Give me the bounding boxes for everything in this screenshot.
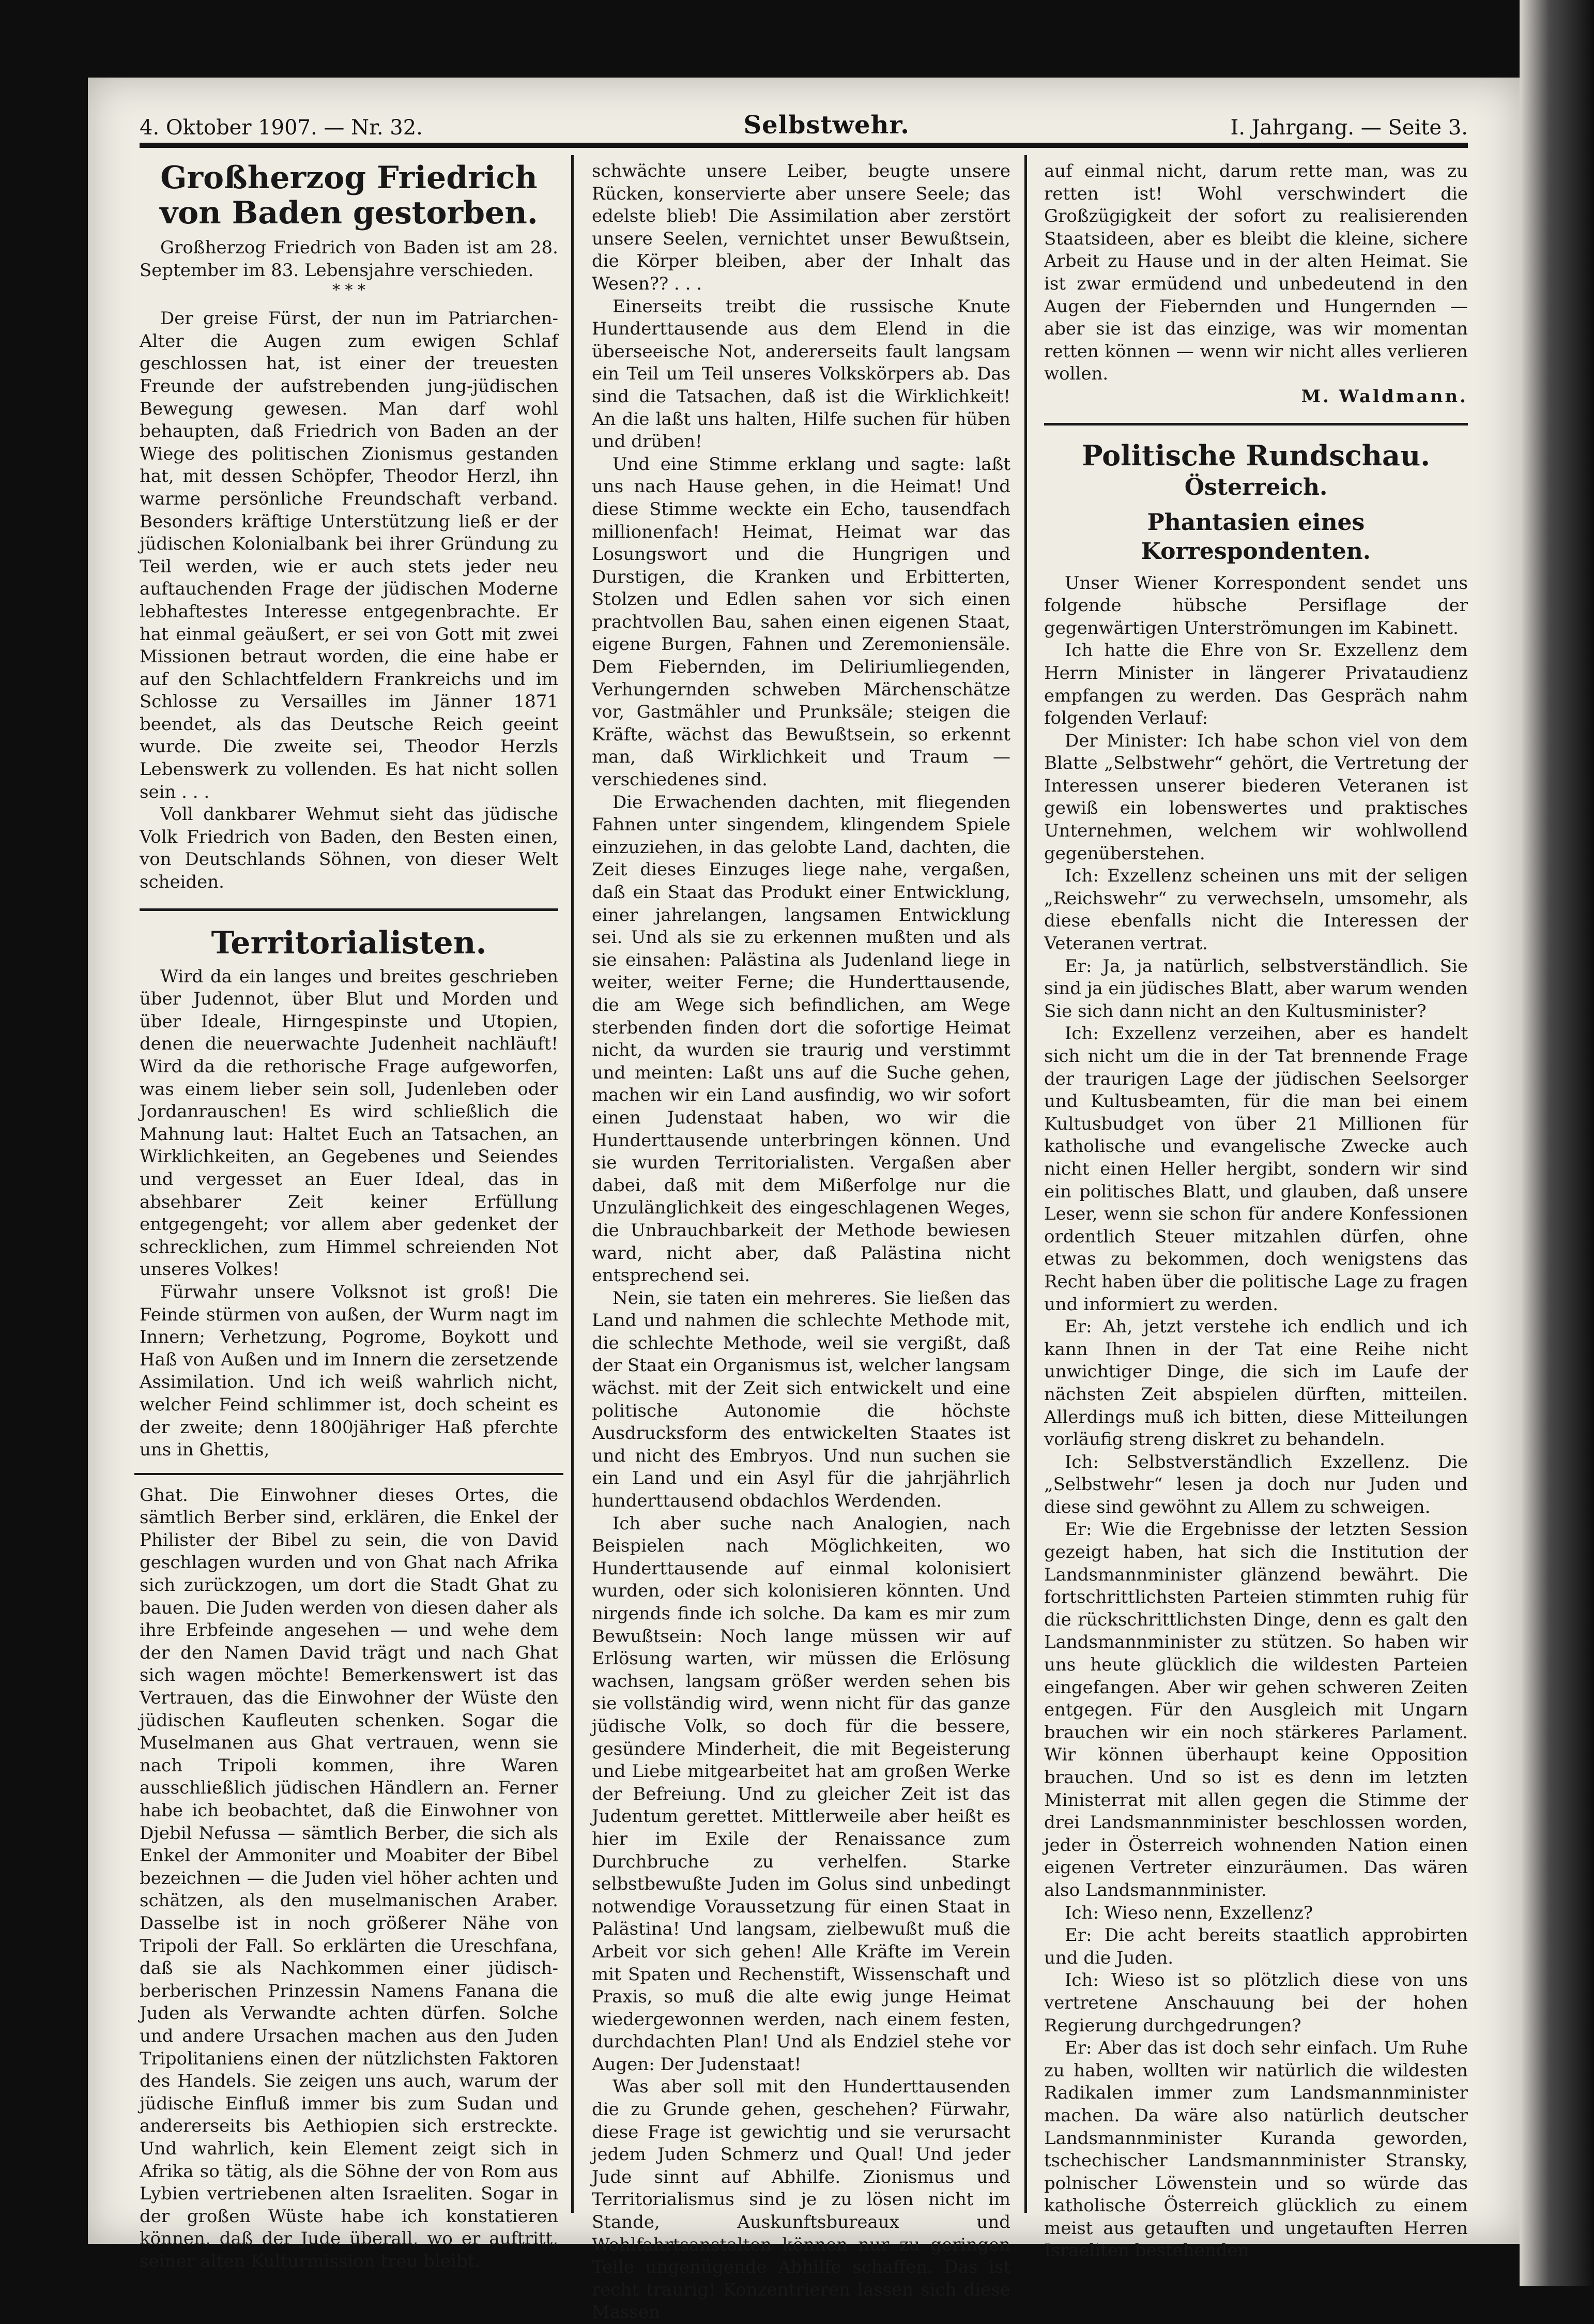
article-paragraph: Und eine Stimme erklang und sagte: laßt uns nach Hause gehen, in die Heimat! Und diese Stimme weckte ein Echo, tausendfach millionenfach! Heimat, Heimat war das Losungswort und die Hungrigen und Durstigen, die Kranken und Erbitterten, Stolzen und Edlen sahen vor sich einen prachtvollen Bau, sahen einen eigenen Staat, eigene Burgen, Fahnen und Zeremoniensäle. Dem Fiebernden, im Deliriumliegenden, Verhungernden schweben Märchenschätze vor, Gastmähler und Prunksäle; steigen die Kräfte, wächst das Bewußtsein, so erkennt man, daß Wirklichkeit und Traum — verschiedenes sind. <box>592 453 1010 791</box>
dialog-paragraph: Er: Die acht bereits staatlich approbirten und die Juden. <box>1044 1925 1468 1968</box>
newspaper-page <box>88 78 1520 2323</box>
article-paragraph: Unser Wiener Korrespondent sendet uns folgende hübsche Persiflage der gegenwärtigen Unterströmungen im Kabinett. <box>1044 572 1468 639</box>
subheadline-oesterreich: Österreich. <box>1184 474 1328 500</box>
dialog-paragraph: Ich: Wieso nenn, Exzellenz? <box>1065 1902 1313 1923</box>
article-paragraph-ghat: Ghat. Die Einwohner dieses Ortes, die sämtlich Berber sind, erklären, die Enkel der Philister der Bibel zu sein, die von David geschlagen wurden und von Ghat nach Afrika sich zurückzogen, um dort die Stadt Ghat zu bauen. Die Juden werden von diesen daher als ihre Erbfeinde angesehen — und wehe dem der den Namen David trägt und nach Ghat sich wagen möchte! Bemerkenswert ist das Vertrauen, das die Einwohner der Wüste den jüdischen Kaufleuten schenken. Sogar die Muselmanen aus Ghat vertrauen, wenn sie nach Tripoli kommen, ihre Waren ausschließlich jüdischen Händlern an. Ferner habe ich beobachtet, daß die Einwohner von Djebil Nefussa — sämtlich Berber, die sich als Enkel der Ammoniter und Moabiter der Bibel bezeichnen — die Juden viel höher achten und schätzen, als den muselmanischen Araber. Dasselbe ist in noch größerer Nähe von Tripoli der Fall. So erklärten die Ureschfana, daß sie als Nachkommen einer jüdisch-berberischen Prinzessin Namens Fanana die Juden als Verwandte achten dürfen. Solche und andere Ursachen machen aus den Juden Tripolitaniens einen der nützlichsten Faktoren des Handels. Sie zeigen uns auch, warum der jüdische Einfluß immer bis zum Sudan und andererseits bis Aethiopien sich erstreckte. Und wahrlich, kein Element zeigt sich in Afrika so tätig, als die Söhne der von Rom aus Lybien vertriebenen alten Israeliten. Sogar in der großen Wüste habe ich konstatieren können, daß der Jude überall, wo er auftritt, seiner alten Kulturmission treu bleibt. <box>140 1484 558 2272</box>
article-paragraph: Was aber soll mit den Hunderttausenden die zu Grunde gehen, geschehen? Fürwahr, diese Frage ist gewichtig und sie verursacht jedem Juden Schmerz und Qual! Und jeder Jude sinnt auf Abhilfe. Zionismus und Territorialismus sind je zu lösen nicht im Stande, Auskunftsbureaux und Wohlfahrtsanstalten können nur zu geringen Teile ungenügende Abhilfe schaffen. Das ist recht traurig! Konzentrieren lassen sich diese Massen <box>592 2076 1010 2323</box>
headline-rundschau: Politische Rundschau. <box>1081 438 1431 472</box>
scan-edge-shadow <box>1520 0 1594 2286</box>
header-date-issue: 4. Oktober 1907. — Nr. 32. <box>140 116 423 140</box>
headline-territorialisten: Territorialisten. <box>211 924 487 961</box>
article-paragraph: Einerseits treibt die russische Knute Hunderttausende aus dem Elend in die überseeische Not, andererseits fault langsam ein Teil um Teil unseres Volkskörpers ab. Das sind die Tatsachen, daß ist die Wirklichkeit! An die laßt uns halten, Hilfe suchen für hüben und drüben! <box>592 296 1010 452</box>
article-lead: Großherzog Friedrich von Baden ist am 28. September im 83. Lebensjahre verschieden. <box>140 237 558 281</box>
article-paragraph: Nein, sie taten ein mehreres. Sie ließen das Land und nahmen die schlechte Methode mit, die schlechte Methode, weil sie vergißt, daß der Staat ein Organismus ist, welcher langsam wächst. mit der Zeit sich entwickelt und eine politische Autonomie die höchste Ausdrucksform des entwickelten Staates ist und nicht des Embryos. Und nun suchen sie ein Land und ein Asyl für die jahrjährlich hunderttausend obdachlos Werdenden. <box>592 1287 1010 1512</box>
dialog-paragraph: Ich: Selbstverständlich Exzellenz. Die „Selbstwehr“ lesen ja doch nur Juden und diese sind gewöhnt zu Allem zu schweigen. <box>1044 1451 1468 1517</box>
article-paragraph: schwächte unsere Leiber, beugte unsere Rücken, konservierte aber unsere Seele; das edelste blieb! Die Assimilation aber zerstört unsere Seelen, vernichtet unser Bewußtsein, die Körper bleiben, aber der Inhalt das Wesen?? . . . <box>592 161 1010 294</box>
section-rule <box>140 908 558 911</box>
section-rule <box>134 1473 563 1475</box>
author-signature: M. Waldmann. <box>1301 386 1468 407</box>
dialog-paragraph: Er: Aber das ist doch sehr einfach. Um Ruhe zu haben, wollten wir natürlich die wildesten Radikalen immer zum Landsmannminister machen. Da wäre also natürlich deutscher Landsmannminister Kuranda geworden, tschechischer Landsmannminister Stransky, polnischer Löwenstein und so würde das katholische Österreich glücklich zu einem meist aus getauften und ungetauften Herren Israeliten bestehenden <box>1044 2038 1468 2261</box>
dialog-paragraph: Der Minister: Ich habe schon viel von dem Blatte „Selbstwehr“ gehört, die Vertretung der Interessen unserer biederen Veteranen ist gewiß ein lobenswertes und praktisches Unternehmen, welchem wir wohlwollend gegenüberstehen. <box>1044 730 1468 864</box>
article-paragraph: Die Erwachenden dachten, mit fliegenden Fahnen unter singendem, klingendem Spiele einzuziehen, in das gelobte Land, dachten, die Zeit dieses Einzuges liege nahe, vergaßen, daß ein Staat das Produkt einer Entwicklung, einer jahrelangen, langsamen Entwicklung sei. Und als sie zu erkennen mußten und als sie einsahen: Palästina als Judenland liege in weiter, weiter Ferne; die Hunderttausende, die am Wege sich befindlichen, am Wege sterbenden finden dort die sofortige Heimat nicht, da wurden sie traurig und verstimmt und meinten: Laßt uns auf die Suche gehen, machen wir ein Land ausfindig, wo wir sofort einen Judenstaat haben, wo wir die Hunderttausende unterbringen können. Und sie wurden Territorialisten. Vergaßen aber dabei, daß mit dem Mißerfolge nur die Unzulänglichkeit des eingeschlagenen Weges, die Unbrauchbarkeit der Methode bewiesen ward, nicht aber, daß Palästina nicht entsprechend sei. <box>592 792 1010 1286</box>
subheadline-phantasien: Phantasien eines Korrespondenten. <box>1141 509 1371 565</box>
dialog-paragraph: Ich: Wieso ist so plötzlich diese von uns vertretene Anschauung bei der hohen Regierung durchgedrungen? <box>1044 1970 1468 2036</box>
article-paragraph: Ich aber suche nach Analogien, nach Beispielen nach Möglichkeiten, wo Hunderttausende auf einmal kolonisiert wurden, oder sich kolonisieren könnten. Und nirgends finde ich solche. Da kam es mir zum Bewußtsein: Noch lange müssen wir auf Erlösung warten, wir müssen die Erlösung wachsen, langsam größer werden sehen bis sie vollständig wird, wenn nicht für das ganze jüdische Volk, so doch für die bessere, gesündere Minderheit, die mit Begeisterung und Liebe mitgearbeitet hat am großen Werke der Befreiung. Und zu gleicher Zeit ist das Judentum gerettet. Mittlerweile aber heißt es hier im Exile der Renaissance zum Durchbruche zu verhelfen. Starke selbstbewußte Juden im Golus sind unbedingt notwendige Voraussetzung für einen Staat in Palästina! Und langsam, zielbewußt muß die Arbeit vor sich gehen! Alle Kräfte im Verein mit Spaten und Rechenstift, Wissenschaft und Praxis, so muß die alte ewig junge Heimat wiedergewonnen werden, nach einem festen, durchdachten Plan! Und als Endziel stehe vor Augen: Der Judenstaat! <box>592 1513 1010 2075</box>
article-paragraph: Wird da ein langes und breites geschrieben über Judennot, über Blut und Morden und über Ideale, Hirngespinste und Utopien, denen die neuerwachte Judenheit nachläuft! Wird da die rethorische Frage aufgeworfen, was einem lieber sein soll, Judenleben oder Jordanrauschen! Es wird schließlich die Mahnung laut: Haltet Euch an Tatsachen, an Wirklichkeiten, an Gegebenes und Seiendes und vergesset an Euer Ideal, das in absehbarer Zeit keiner Erfüllung entgegengeht; vor allem aber gedenket der schrecklichen, zum Himmel schreienden Not unseres Volkes! <box>140 966 558 1280</box>
article-paragraph: Der greise Fürst, der nun im Patriarchen-Alter die Augen zum ewigen Schlaf geschlossen hat, ist einer der treuesten Freunde der aufstrebenden jung-jüdischen Bewegung gewesen. Man darf wohl behaupten, daß Friedrich von Baden an der Wiege des politischen Zionismus gestanden hat, mit dessen Schöpfer, Theodor Herzl, ihn warme persönliche Freundschaft verband. Besonders kräftige Unterstützung ließ er der jüdischen Kolonialbank bei ihrer Gründung zu Teil werden, wie er auch stets jeder neu auftauchenden Frage der jüdischen Moderne lebhaftestes Interesse entgegenbrachte. Er hat einmal geäußert, er sei von Gott mit zwei Missionen betraut worden, die eine habe er auf den Schlachtfeldern Frankreichs und im Schlosse zu Versailles im Jänner 1871 beendet, als das Deutsche Reich geeint wurde. Die zweite sei, Theodor Herzls Lebenswerk zu vollenden. Es hat nicht sollen sein . . . <box>140 308 558 802</box>
column-3 <box>1044 160 1468 2261</box>
dialog-paragraph: Ich: Exzellenz verzeihen, aber es handelt sich nicht um die in der Tat brennende Frage der traurigen Lage der jüdischen Seelsorger und Kultusbeamten, für die man bei einem Kultusbudget von über 21 Millionen für katholische und evangelische Zwecke auch nicht einen Heller hergibt, sondern wir sind ein politisches Blatt, und glauben, daß unsere Leser, wenn sie schon für andere Konfessionen ordentlich Steuer mitzahlen dürfen, ohne etwas zu bekommen, doch wenigstens das Recht haben über die politische Lage zu fragen und informiert zu werden. <box>1044 1023 1468 1315</box>
dialog-paragraph: Er: Ah, jetzt verstehe ich endlich und ich kann Ihnen in der Tat eine Reihe nicht unwichtiger Dinge, die sich im Laufe der nächsten Zeit abspielen dürften, mitteilen. Allerdings muß ich bitten, diese Mitteilungen vorläufig streng diskret zu behandeln. <box>1044 1316 1468 1450</box>
article-paragraph: Fürwahr unsere Volksnot ist groß! Die Feinde stürmen von außen, der Wurm nagt im Innern; Verhetzung, Pogrome, Boykott und Haß von Außen und im Innern die zersetzende Assimilation. Und ich weiß wahrlich nicht, welcher Feind schlimmer ist, doch scheint es der zweite; denn 1800jähriger Haß pferchte uns in Ghettis, <box>140 1281 558 1461</box>
column-divider <box>1024 155 1027 2213</box>
article-paragraph: Voll dankbarer Wehmut sieht das jüdische Volk Friedrich von Baden, den Besten einen, von Deutschlands Söhnen, von dieser Welt scheiden. <box>140 804 558 893</box>
column-2 <box>592 160 1010 2323</box>
header-volume-page: I. Jahrgang. — Seite 3. <box>1230 116 1468 140</box>
dialog-paragraph: Er: Ja, ja natürlich, selbstverständlich. Sie sind ja ein jüdisches Blatt, aber warum wenden Sie sich dann nicht an den Kultusminister? <box>1044 955 1468 1022</box>
dialog-paragraph: Er: Wie die Ergebnisse der letzten Session gezeigt haben, hat sich die Institution der Landsmannminister glänzend bewährt. Die fortschrittlichsten Parteien stimmten ruhig für die rückschrittlichsten Dinge, denn es galt den Landsmannminister zu stützen. So haben wir uns heute glücklich die wildesten Parteien eingefangen. Aber wir gehen schweren Zeiten entgegen. Für den Ausgleich mit Ungarn brauchen wir ein noch stärkeres Parlament. Wir können überhaupt keine Opposition brauchen. Und so ist es denn im letzten Ministerrat mit allen gegen die Stimme der drei Landsmannminister beschlossen worden, jeder in Österreich wohnenden Nation einen eigenen Vertreter einzuräumen. Das wären also Landsmannminister. <box>1044 1519 1468 1901</box>
headline-baden: Großherzog Friedrich von Baden gestorben. <box>160 160 538 231</box>
separator-stars: * * * <box>332 281 366 300</box>
dialog-paragraph: Ich: Exzellenz scheinen uns mit der seligen „Reichswehr“ zu verwechseln, umsomehr, als diese ebenfalls nicht die Interessen der Veteranen vertrat. <box>1044 865 1468 954</box>
article-paragraph: Ich hatte die Ehre von Sr. Exzellenz dem Herrn Minister in längerer Privataudienz empfangen zu werden. Das Gespräch nahm folgenden Verlauf: <box>1044 640 1468 729</box>
section-rule <box>1044 423 1468 426</box>
page-header <box>140 109 1468 140</box>
article-paragraph: auf einmal nicht, darum rette man, was zu retten ist! Wohl verschwindert die Großzügigkeit der sofort zu realisierenden Staatsideen, aber es bleibt die kleine, sichere Arbeit zu Hause und in der alten Heimat. Sie ist zwar ermüdend und unbedeutend in den Augen der Fiebernden und Hungernden — aber sie ist das einzige, was wir momentan retten können — wenn wir nicht alles verlieren wollen. <box>1044 161 1468 385</box>
column-1 <box>140 160 558 2272</box>
header-masthead: Selbstwehr. <box>743 111 910 140</box>
column-divider <box>571 155 574 2213</box>
header-rule <box>140 143 1468 148</box>
